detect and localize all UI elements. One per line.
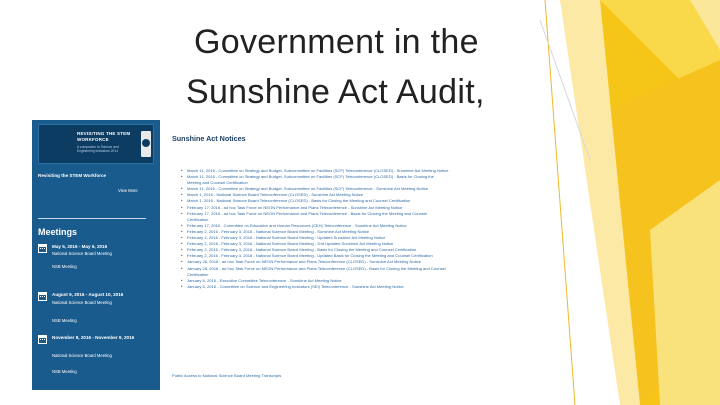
stem-workforce-banner[interactable] — [38, 124, 154, 164]
meeting-type[interactable]: NSB Meeting — [52, 318, 77, 323]
banner-title: REVISITING THE STEM WORKFORCE — [77, 131, 131, 142]
notices-list — [180, 168, 548, 290]
notices-panel — [172, 120, 552, 390]
notice-link[interactable]: • March 1, 2016 - National Science Board Teleconference (CLOSED) - Sunshine Act Meeting Notice — [180, 192, 548, 198]
meeting-name: National Science Board Meeting — [52, 353, 112, 358]
notice-link[interactable]: • March 11, 2016 - Committee on Strategy and Budget, Subcommittee on Facilities (SCF) Teleconference - Sunshine Act Meeting Notice — [180, 186, 548, 192]
meeting-dates[interactable]: November 8, 2016 - November 9, 2016 — [52, 335, 135, 340]
notice-link[interactable]: • February 17, 2016 - ad hoc Task Force on NEON Performance and Plans Teleconference - Basis for Closing the Meeting and Counsel — [180, 211, 548, 217]
sunshine-notices-heading: Sunshine Act Notices — [172, 134, 246, 143]
title-line-2: Sunshine Act Audit, — [186, 73, 485, 111]
meetings-heading: Meetings — [38, 227, 78, 237]
notice-link[interactable]: • February 17, 2016 - Committee on Education and Human Resources (CEH) Teleconference - Sunshine Act Meeting Notice — [180, 223, 548, 229]
meeting-dates[interactable]: August 9, 2016 - August 10, 2016 — [52, 292, 124, 297]
notice-link[interactable]: • February 2, 2016 - February 3, 2016 - National Science Board Meeting - Updated Basis for Closing the Meeting and Counsel Certification — [180, 253, 548, 259]
notice-link[interactable]: • February 17, 2016 - ad hoc Task Force on NEON Performance and Plans Teleconference - Sunshine Act Meeting Notice — [180, 205, 548, 211]
notice-link[interactable]: • February 2, 2016 - February 3, 2016 - National Science Board Meeting - Updated Sunshine Act Meeting Notice — [180, 235, 548, 241]
calendar-icon — [38, 335, 47, 344]
notice-link[interactable]: • January 8, 2016 - Executive Committee Teleconference - Sunshine Act Meeting Notice — [180, 278, 548, 284]
notice-link[interactable]: • January 28, 2016 - ad hoc Task Force on NEON Performance and Plans Teleconference (CLOSED) - Sunshine Act Meeting Notice — [180, 259, 548, 265]
public-access-link[interactable]: Public Access to National Science Board Meeting Transcripts — [172, 373, 282, 378]
notice-link[interactable]: • February 2, 2016 - February 3, 2016 - National Science Board Meeting - Basis for Closing the Meeting and Counsel Certification — [180, 247, 548, 253]
meeting-dates[interactable]: May 5, 2016 - May 6, 2016 — [52, 244, 108, 249]
notice-link[interactable]: • March 11, 2016 - Committee on Strategy and Budget, Subcommittee on Facilities (SCF) Teleconference (CLOSED) - Sunshine Act Meeting Notice — [180, 168, 548, 174]
notice-link[interactable]: • March 1, 2016 - National Science Board Teleconference (CLOSED) - Basis for Closing the Meeting and Counsel Certification — [180, 198, 548, 204]
calendar-icon — [38, 292, 47, 301]
meeting-type[interactable]: NSB Meeting — [52, 369, 77, 374]
banner-subtitle: A companion to Science and Engineering Indicators 2014 — [77, 145, 119, 153]
notice-continuation[interactable]: Certification — [187, 216, 209, 222]
notice-link[interactable]: • February 2, 2016 - February 3, 2016 - National Science Board Meeting - Sunshine Act Meeting Notice — [180, 229, 548, 235]
view-more-link[interactable]: View More — [118, 188, 138, 193]
meeting-type[interactable]: NSB Meeting — [52, 264, 77, 269]
sidebar-divider — [38, 218, 146, 219]
notice-link[interactable]: • February 2, 2016 - February 3, 2016 - National Science Board Meeting - 2nd Updated Sunshine Act Meeting Notice — [180, 241, 548, 247]
notice-continuation[interactable]: Meeting and Counsel Certification — [187, 180, 248, 186]
sidebar — [32, 120, 160, 390]
title-line-1: Government in the — [194, 23, 479, 61]
notice-link[interactable]: • January 28, 2016 - ad hoc Task Force on NEON Performance and Plans Teleconference (CLOSED) - Basis for Closing the Meeting and Counsel — [180, 266, 548, 272]
calendar-icon — [38, 244, 47, 253]
meeting-name: National Science Board Meeting — [52, 300, 112, 305]
nsb-seal-icon — [141, 131, 151, 157]
meeting-name: National Science Board Meeting — [52, 251, 112, 256]
notice-link[interactable]: • January 6, 2016 - Committee on Science and Engineering Indicators (SEI) Teleconference - Sunshine Act Meeting Notice — [180, 284, 548, 290]
notice-continuation[interactable]: Certification — [187, 271, 209, 277]
website-screenshot — [32, 120, 552, 390]
notice-link[interactable]: • March 11, 2016 - Committee on Strategy and Budget, Subcommittee on Facilities (SCF) Teleconference (CLOSED) - Basis for Closing the — [180, 174, 548, 180]
revisiting-label: Revisiting the STEM Workforce — [38, 173, 107, 178]
